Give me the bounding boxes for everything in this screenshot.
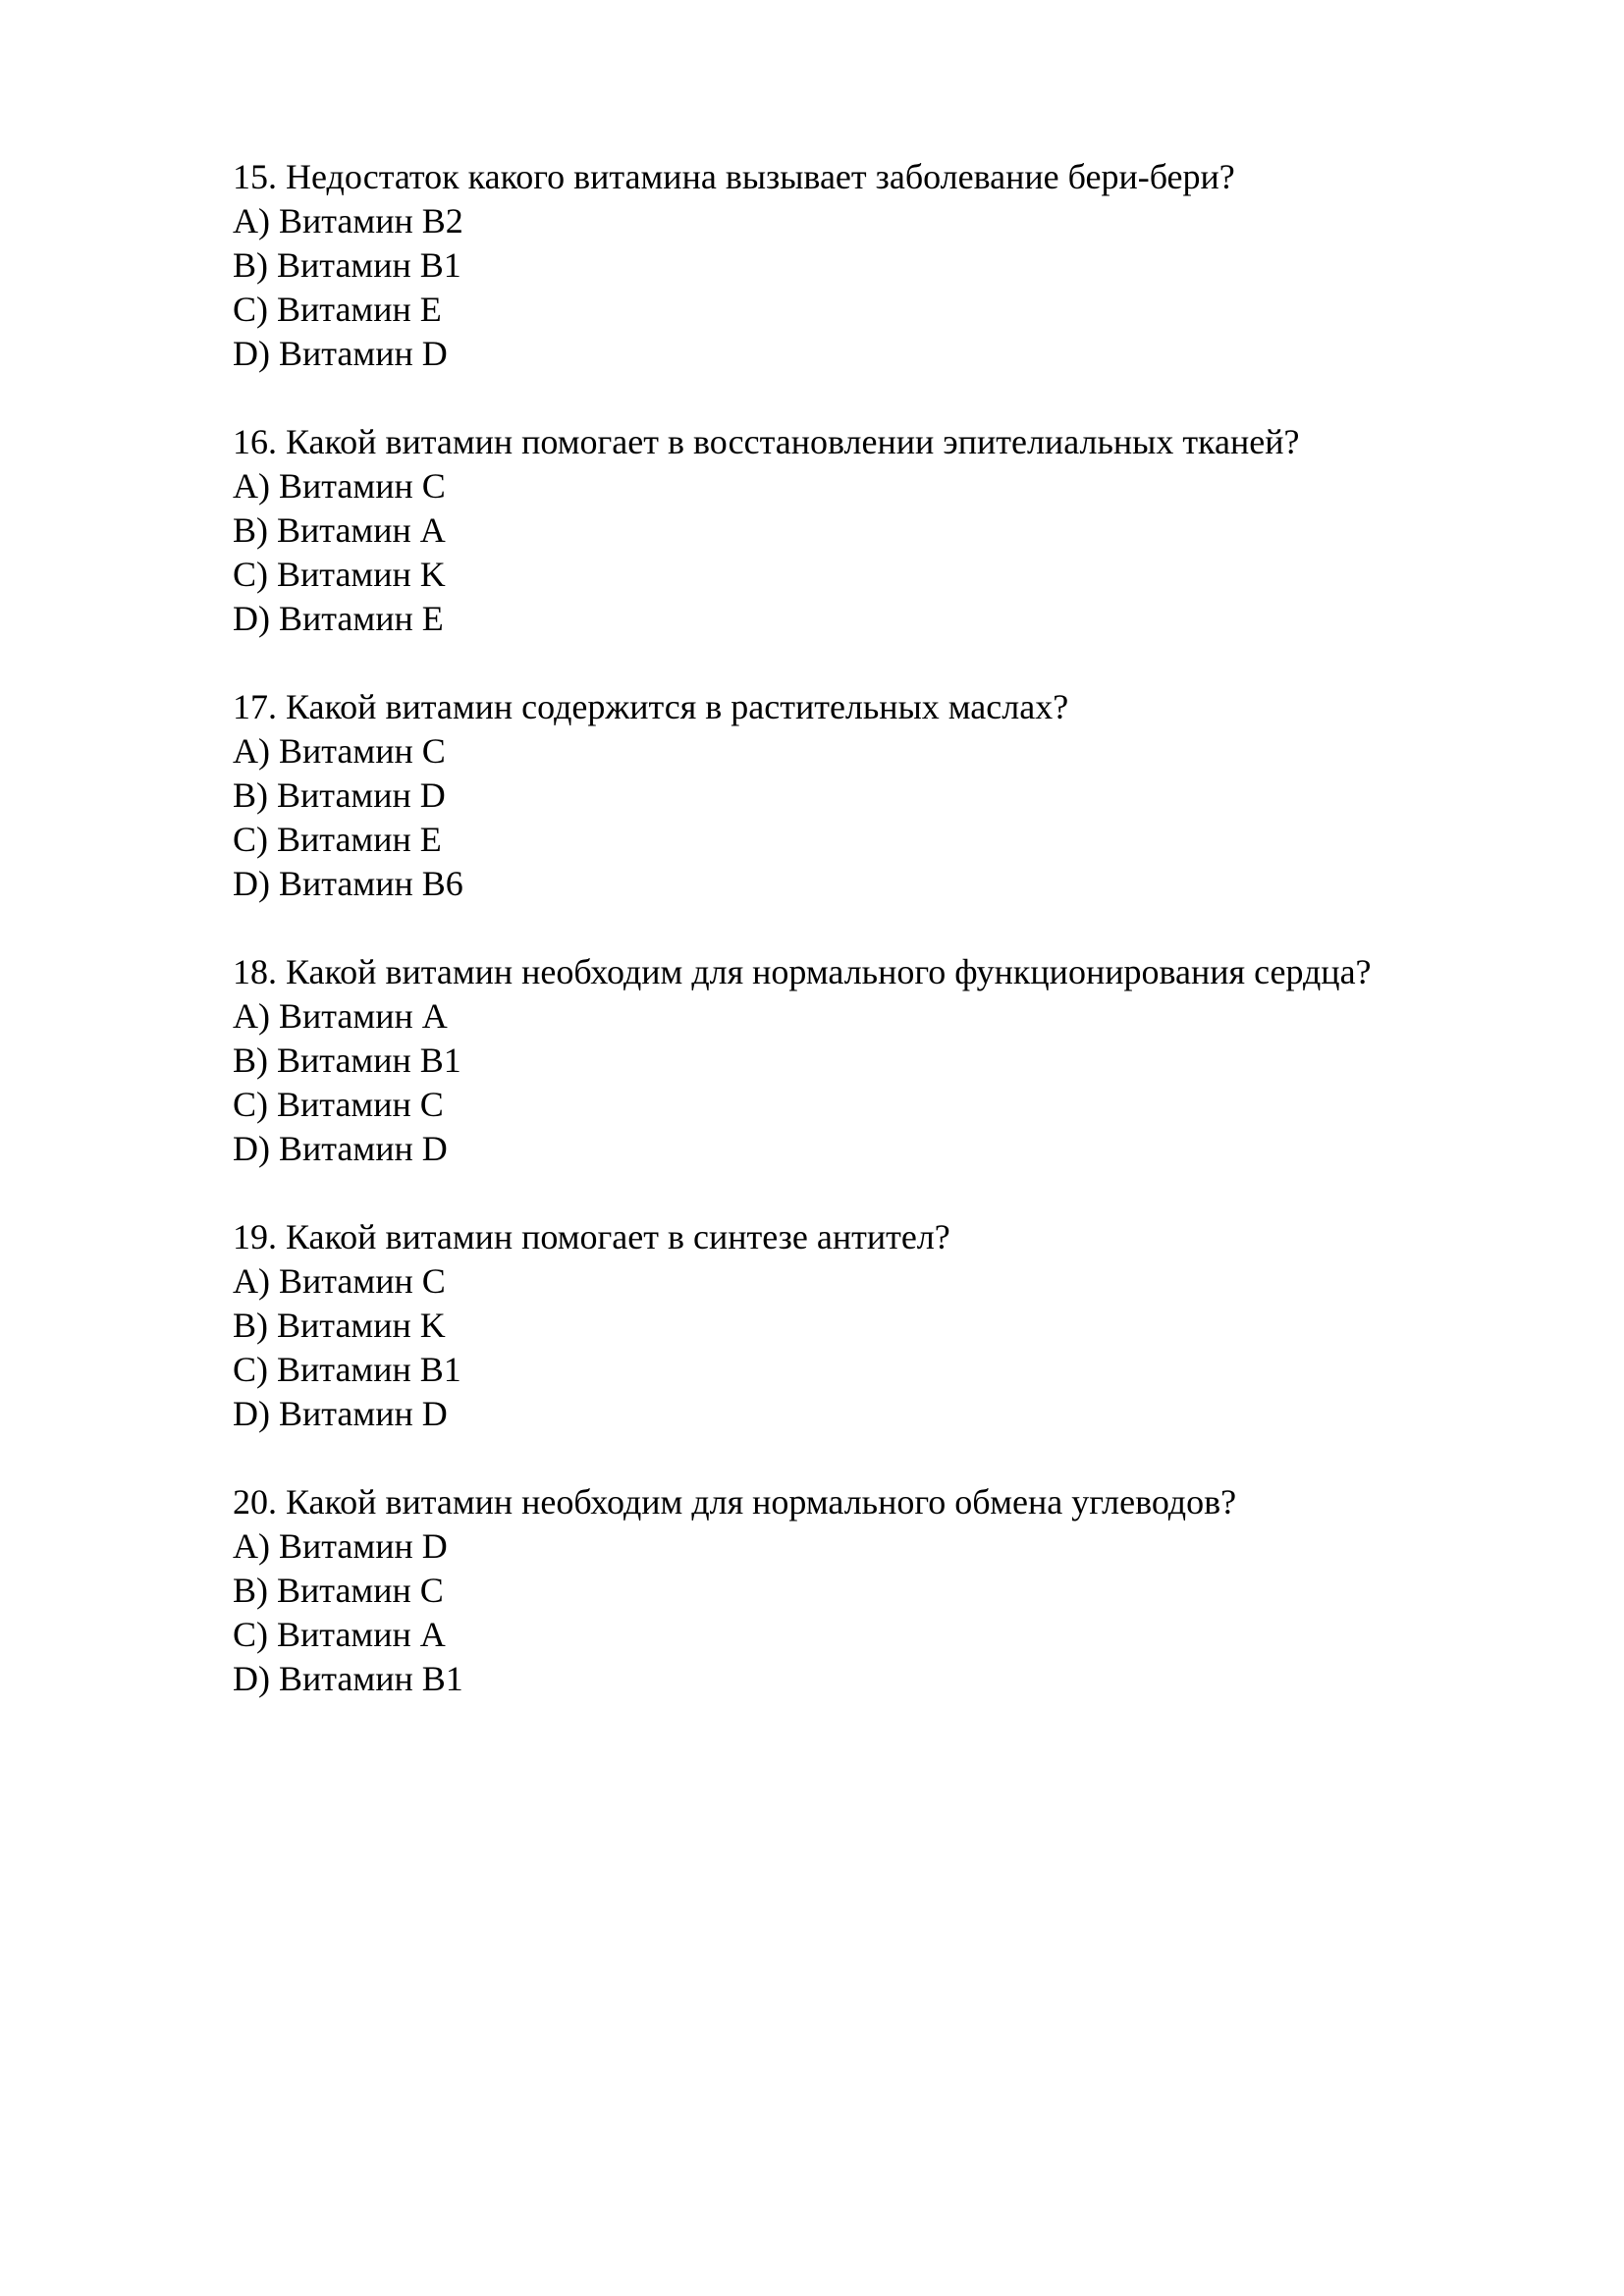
option-b: B) Витамин C	[233, 1571, 444, 1610]
question-text: 16. Какой витамин помогает в восстановлении эпителиальных тканей?	[233, 422, 1300, 461]
option-b: B) Витамин D	[233, 775, 446, 815]
question-19	[233, 1215, 1509, 1436]
question-text: 19. Какой витамин помогает в синтезе антител?	[233, 1217, 950, 1256]
option-a: A) Витамин C	[233, 731, 446, 771]
option-c: C) Витамин E	[233, 290, 442, 329]
option-a: A) Витамин B2	[233, 201, 463, 240]
option-b: B) Витамин K	[233, 1306, 446, 1345]
option-b: B) Витамин B1	[233, 245, 461, 285]
question-text: 18. Какой витамин необходим для нормального функционирования сердца?	[233, 952, 1372, 991]
option-a: A) Витамин A	[233, 996, 448, 1036]
question-17	[233, 685, 1509, 906]
option-c: C) Витамин C	[233, 1085, 444, 1124]
option-d: D) Витамин D	[233, 1394, 448, 1433]
option-c: C) Витамин E	[233, 820, 442, 859]
option-c: C) Витамин B1	[233, 1350, 461, 1389]
option-d: D) Витамин B6	[233, 864, 463, 903]
option-c: C) Витамин A	[233, 1615, 446, 1654]
question-15	[233, 155, 1509, 376]
option-d: D) Витамин D	[233, 334, 448, 373]
option-c: C) Витамин K	[233, 555, 446, 594]
option-d: D) Витамин E	[233, 599, 444, 638]
question-20	[233, 1480, 1509, 1701]
question-list	[233, 155, 1509, 1745]
question-16	[233, 420, 1509, 641]
option-d: D) Витамин B1	[233, 1659, 463, 1698]
option-a: A) Витамин C	[233, 1261, 446, 1301]
option-d: D) Витамин D	[233, 1129, 448, 1168]
question-text: 15. Недостаток какого витамина вызывает заболевание бери-бери?	[233, 157, 1235, 196]
option-b: B) Витамин A	[233, 510, 446, 550]
question-text: 17. Какой витамин содержится в растительных маслах?	[233, 687, 1069, 726]
question-18	[233, 950, 1509, 1171]
option-b: B) Витамин B1	[233, 1041, 461, 1080]
option-a: A) Витамин C	[233, 466, 446, 506]
option-a: A) Витамин D	[233, 1526, 448, 1566]
question-text: 20. Какой витамин необходим для нормального обмена углеводов?	[233, 1482, 1237, 1522]
